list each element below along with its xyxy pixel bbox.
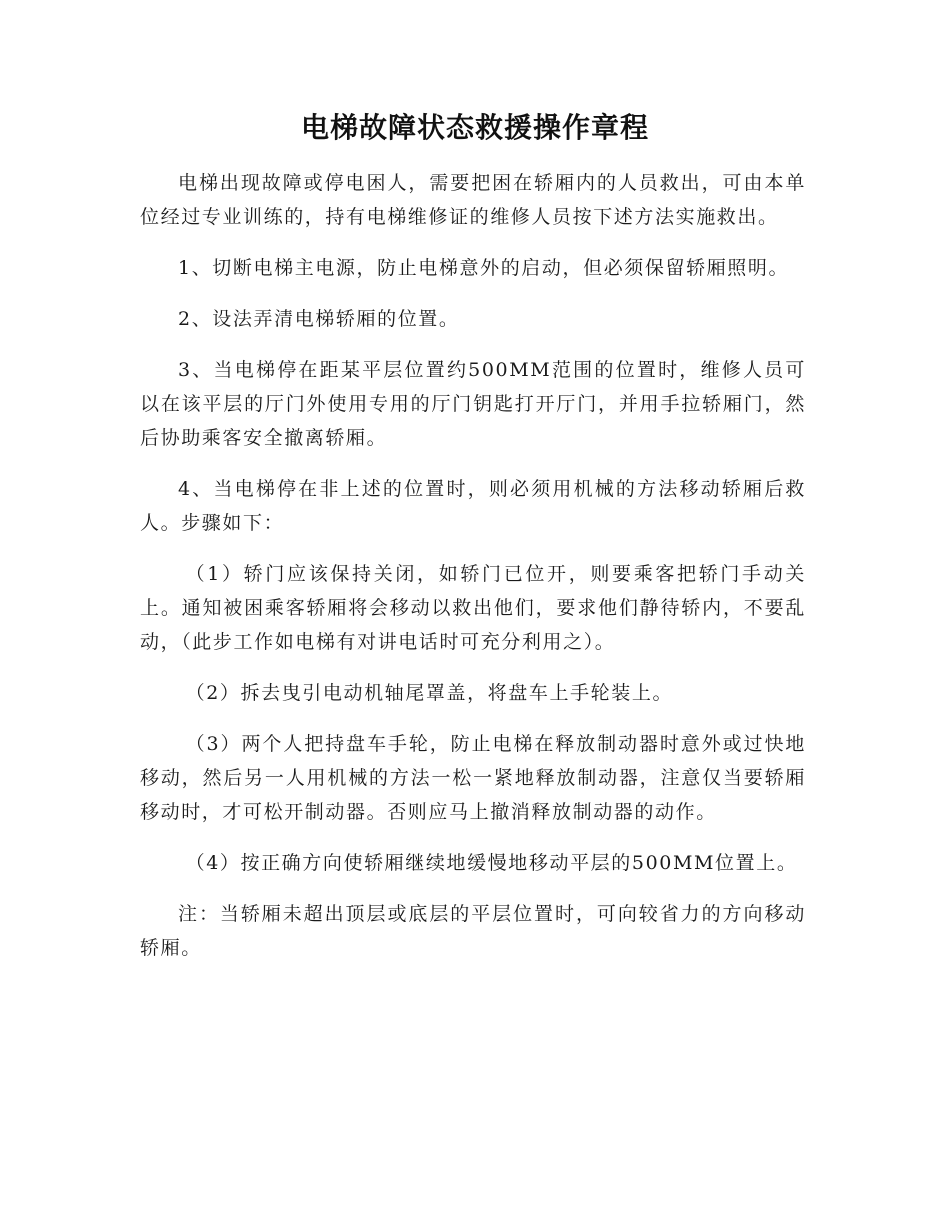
paragraph-substep-1: （1）轿门应该保持关闭，如轿门已位开，则要乘客把轿门手动关上。通知被困乘客轿厢将会移动以救出他们，要求他们静待轿内，不要乱动，（此步工作如电梯有对讲电话时可充分利用之）。 — [140, 563, 806, 653]
paragraph-substep-3: （3）两个人把持盘车手轮，防止电梯在释放制动器时意外或过快地移动，然后另一人用机械的方法一松一紧地释放制动器，注意仅当要轿厢移动时，才可松开制动器。否则应马上撤消释放制动器的动作。 — [140, 733, 806, 823]
paragraph-step-1: 1、切断电梯主电源，防止电梯意外的启动，但必须保留轿厢照明。 — [178, 257, 790, 279]
document-body — [140, 166, 806, 982]
paragraph-step-2: 2、设法弄清电梯轿厢的位置。 — [178, 308, 460, 330]
paragraph-note: 注：当轿厢未超出顶层或底层的平层位置时，可向较省力的方向移动轿厢。 — [140, 903, 806, 959]
paragraph-step-3: 3、当电梯停在距某平层位置约500MM范围的位置时，维修人员可以在该平层的厅门外使用专用的厅门钥匙打开厅门，并用手拉轿厢门，然后协助乘客安全撤离轿厢。 — [140, 359, 806, 449]
paragraph-substep-4: （4）按正确方向使轿厢继续地缓慢地移动平层的500MM位置上。 — [185, 852, 798, 874]
document-title: 电梯故障状态救援操作章程 — [300, 111, 649, 144]
paragraph-intro: 电梯出现故障或停电困人，需要把困在轿厢内的人员救出，可由本单位经过专业训练的，持有电梯维修证的维修人员按下述方法实施救出。 — [140, 172, 806, 228]
paragraph-step-4: 4、当电梯停在非上述的位置时，则必须用机械的方法移动轿厢后救人。步骤如下： — [140, 478, 806, 534]
paragraph-substep-2: （2）拆去曳引电动机轴尾罩盖，将盘车上手轮装上。 — [185, 682, 674, 704]
